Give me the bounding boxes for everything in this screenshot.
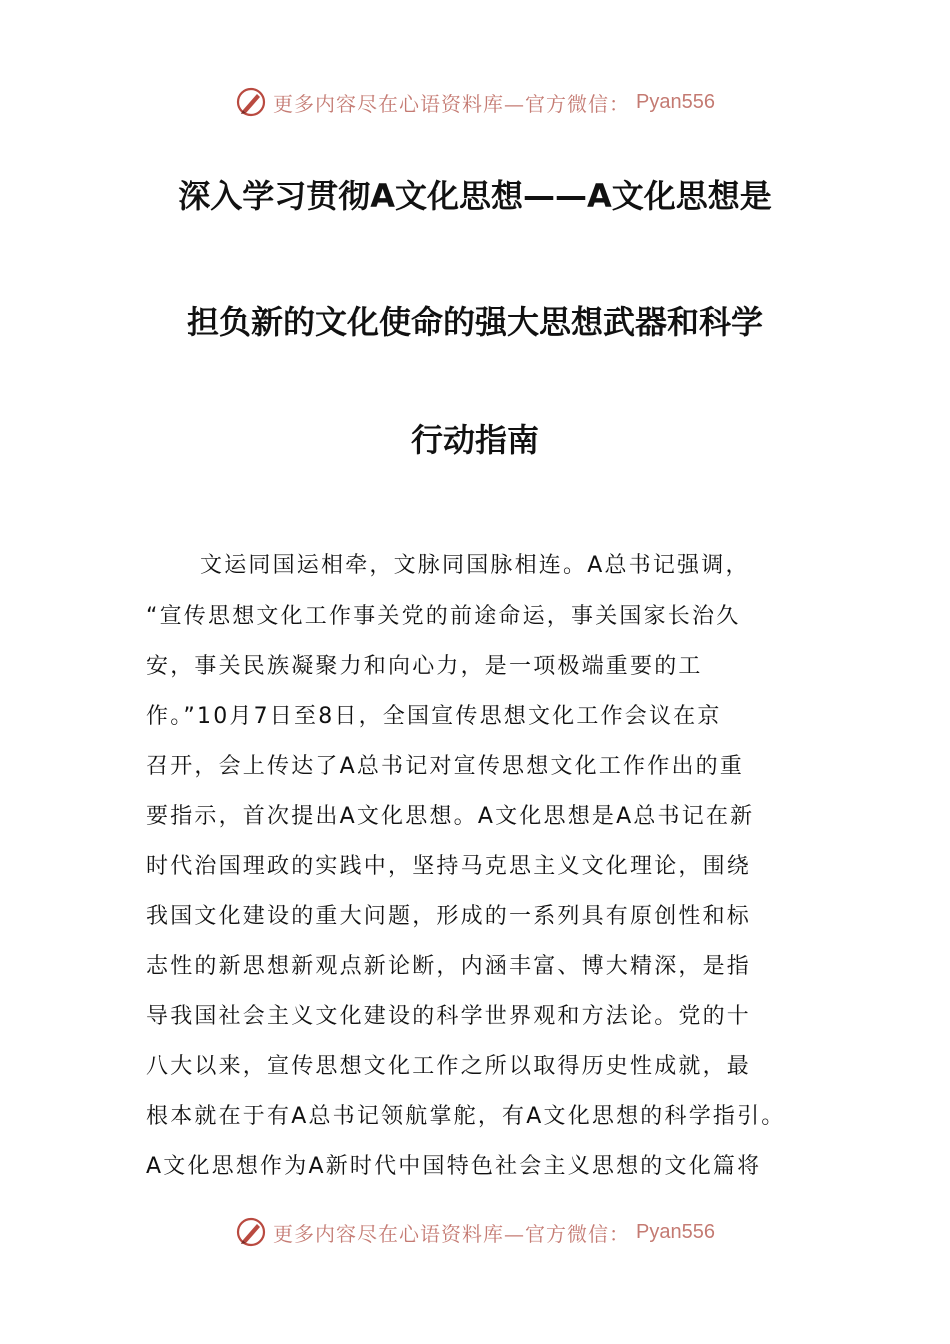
body-line: 文运同国运相牵，文脉同国脉相连。A总书记强调，	[200, 553, 750, 578]
body-line: 时代治国理政的实践中，坚持马克思主义文化理论，围绕	[146, 854, 752, 879]
pen-logo-icon	[235, 86, 267, 118]
watermark-text: 更多内容尽在心语资料库—官方微信：	[273, 91, 631, 116]
footer-watermark	[0, 1212, 950, 1252]
body-line: 作。”10月7日至8日，全国宣传思想文化工作会议在京	[146, 704, 722, 729]
document-title-line-1: 深入学习贯彻A文化思想——A文化思想是	[178, 177, 772, 215]
body-line: A文化思想作为A新时代中国特色社会主义思想的文化篇将	[146, 1154, 762, 1179]
header-watermark	[0, 82, 950, 122]
body-line: 根本就在于有A总书记领航掌舵，有A文化思想的科学指引。	[146, 1104, 786, 1129]
watermark-wechat-id: Pyan556	[636, 1220, 715, 1243]
watermark-wechat-id: Pyan556	[636, 90, 715, 113]
body-line: 要指示，首次提出A文化思想。A文化思想是A总书记在新	[146, 804, 755, 829]
watermark-text: 更多内容尽在心语资料库—官方微信：	[273, 1221, 631, 1246]
pen-logo-icon	[235, 1216, 267, 1248]
body-line: 召开，会上传达了A总书记对宣传思想文化工作作出的重	[146, 754, 745, 779]
body-line: 志性的新思想新观点新论断，内涵丰富、博大精深，是指	[146, 954, 752, 979]
body-line: 我国文化建设的重大问题，形成的一系列具有原创性和标	[146, 904, 752, 929]
body-line: 八大以来，宣传思想文化工作之所以取得历史性成就，最	[146, 1054, 752, 1079]
body-line: 导我国社会主义文化建设的科学世界观和方法论。党的十	[146, 1004, 752, 1029]
body-line: “宣传思想文化工作事关党的前途命运，事关国家长治久	[146, 604, 741, 629]
body-line: 安，事关民族凝聚力和向心力，是一项极端重要的工	[146, 654, 703, 679]
document-title-line-3: 行动指南	[410, 421, 539, 459]
document-title-line-2: 担负新的文化使命的强大思想武器和科学	[186, 303, 763, 341]
